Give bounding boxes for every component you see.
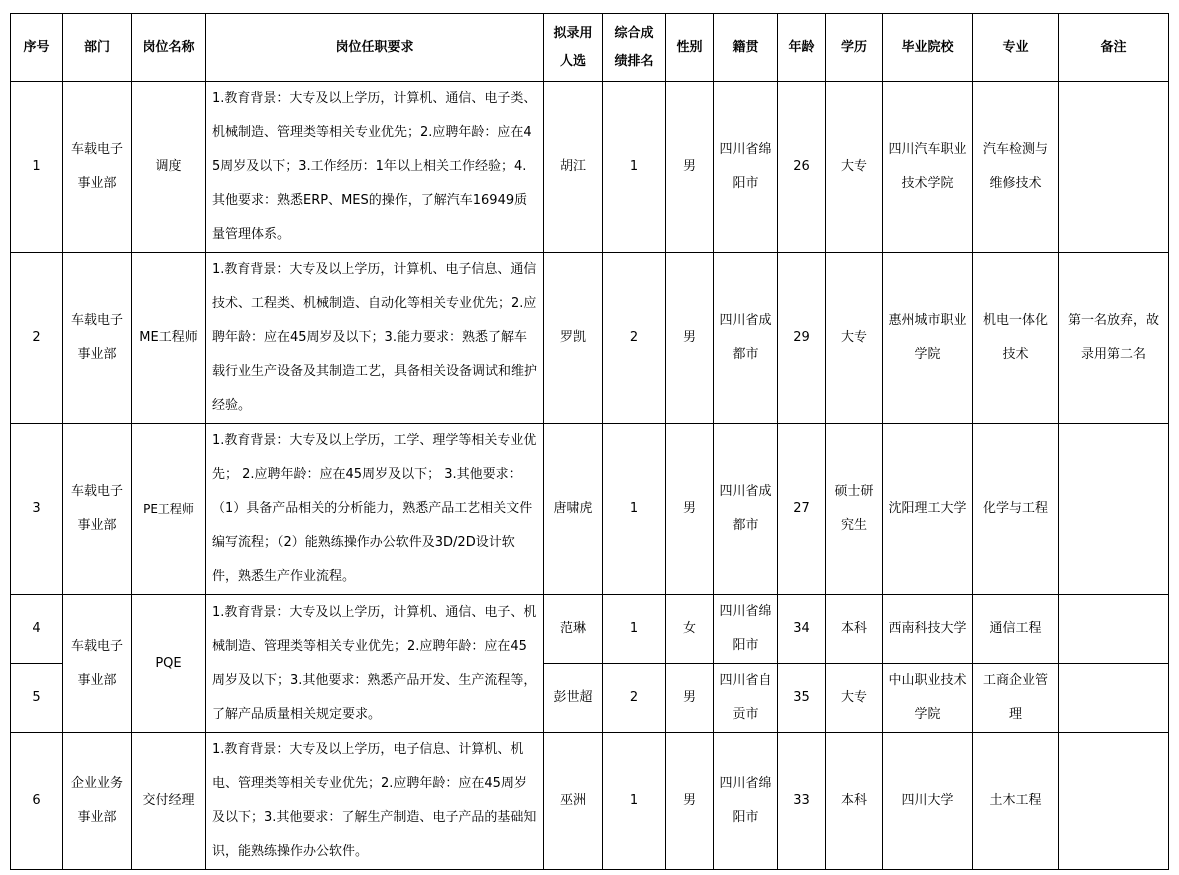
cell-gender: 男 (666, 424, 714, 595)
cell-candidate: 罗凯 (544, 253, 603, 424)
cell-seq: 5 (11, 664, 63, 733)
cell-education: 大专 (826, 664, 883, 733)
cell-candidate: 巫洲 (544, 733, 603, 870)
header-remarks: 备注 (1059, 14, 1169, 82)
cell-candidate: 唐啸虎 (544, 424, 603, 595)
header-education: 学历 (826, 14, 883, 82)
cell-requirements: 1.教育背景：大专及以上学历，电子信息、计算机、机电、管理类等相关专业优先；2.应聘年龄：应在45周岁及以下；3.其他要求：了解生产制造、电子产品的基础知识，能熟练操作办公软件。 (206, 733, 544, 870)
cell-school: 惠州城市职业学院 (883, 253, 973, 424)
cell-age: 29 (778, 253, 826, 424)
cell-rank: 1 (603, 595, 666, 664)
cell-age: 33 (778, 733, 826, 870)
cell-education: 本科 (826, 595, 883, 664)
header-dept: 部门 (63, 14, 132, 82)
cell-remarks (1059, 595, 1169, 664)
cell-age: 35 (778, 664, 826, 733)
cell-rank: 2 (603, 664, 666, 733)
cell-requirements: 1.教育背景：大专及以上学历，计算机、通信、电子、机械制造、管理类等相关专业优先；2.应聘年龄：应在45周岁及以下；3.其他要求：熟悉产品开发、生产流程等，了解产品质量相关规定要求。 (206, 595, 544, 733)
cell-school: 西南科技大学 (883, 595, 973, 664)
header-origin: 籍贯 (714, 14, 778, 82)
header-candidate (544, 14, 603, 82)
table-row (11, 424, 1169, 595)
header-rank-line2: 绩排名 (614, 53, 654, 69)
cell-position: PE工程师 (132, 424, 206, 595)
header-gender: 性别 (666, 14, 714, 82)
cell-remarks (1059, 664, 1169, 733)
cell-major: 化学与工程 (973, 424, 1059, 595)
cell-rank: 1 (603, 82, 666, 253)
cell-requirements: 1.教育背景：大专及以上学历，工学、理学等相关专业优先； 2.应聘年龄：应在45周岁及以下； 3.其他要求：（1）具备产品相关的分析能力，熟悉产品工艺相关文件编写流程；（2）能熟练操作办公软件及3D/2D设计软件，熟悉生产作业流程。 (206, 424, 544, 595)
cell-seq: 6 (11, 733, 63, 870)
cell-origin: 四川省绵阳市 (714, 733, 778, 870)
cell-origin: 四川省成都市 (714, 424, 778, 595)
header-age: 年龄 (778, 14, 826, 82)
recruitment-table (10, 13, 1169, 870)
header-candidate-line2: 人选 (559, 53, 586, 69)
cell-age: 26 (778, 82, 826, 253)
cell-school: 沈阳理工大学 (883, 424, 973, 595)
cell-dept: 企业业务事业部 (63, 733, 132, 870)
cell-education: 大专 (826, 82, 883, 253)
header-major: 专业 (973, 14, 1059, 82)
header-candidate-line1: 拟录用 (553, 25, 593, 41)
cell-major: 通信工程 (973, 595, 1059, 664)
cell-rank: 1 (603, 424, 666, 595)
cell-rank: 2 (603, 253, 666, 424)
cell-gender: 男 (666, 253, 714, 424)
cell-major: 汽车检测与维修技术 (973, 82, 1059, 253)
cell-education: 硕士研究生 (826, 424, 883, 595)
cell-position: 交付经理 (132, 733, 206, 870)
table-row (11, 595, 1169, 664)
cell-candidate: 彭世超 (544, 664, 603, 733)
cell-dept: 车载电子事业部 (63, 595, 132, 733)
table-row (11, 733, 1169, 870)
cell-age: 27 (778, 424, 826, 595)
cell-age: 34 (778, 595, 826, 664)
header-rank-line1: 综合成 (614, 25, 654, 41)
cell-school: 中山职业技术学院 (883, 664, 973, 733)
cell-dept: 车载电子事业部 (63, 424, 132, 595)
table-row (11, 253, 1169, 424)
cell-gender: 女 (666, 595, 714, 664)
cell-position: PQE (132, 595, 206, 733)
cell-origin: 四川省绵阳市 (714, 595, 778, 664)
header-position: 岗位名称 (132, 14, 206, 82)
cell-dept: 车载电子事业部 (63, 253, 132, 424)
cell-rank: 1 (603, 733, 666, 870)
cell-remarks (1059, 733, 1169, 870)
cell-major: 机电一体化技术 (973, 253, 1059, 424)
header-rank (603, 14, 666, 82)
cell-gender: 男 (666, 664, 714, 733)
header-seq: 序号 (11, 14, 63, 82)
cell-seq: 2 (11, 253, 63, 424)
cell-major: 工商企业管理 (973, 664, 1059, 733)
cell-position: 调度 (132, 82, 206, 253)
header-requirements: 岗位任职要求 (206, 14, 544, 82)
cell-education: 本科 (826, 733, 883, 870)
table-row (11, 82, 1169, 253)
cell-position: ME工程师 (132, 253, 206, 424)
cell-origin: 四川省自贡市 (714, 664, 778, 733)
cell-requirements: 1.教育背景：大专及以上学历，计算机、电子信息、通信技术、工程类、机械制造、自动化等相关专业优先；2.应聘年龄：应在45周岁及以下；3.能力要求：熟悉了解车载行业生产设备及其制造工艺，具备相关设备调试和维护经验。 (206, 253, 544, 424)
cell-seq: 4 (11, 595, 63, 664)
cell-seq: 1 (11, 82, 63, 253)
cell-origin: 四川省成都市 (714, 253, 778, 424)
header-school: 毕业院校 (883, 14, 973, 82)
cell-education: 大专 (826, 253, 883, 424)
cell-school: 四川大学 (883, 733, 973, 870)
cell-seq: 3 (11, 424, 63, 595)
cell-candidate: 范琳 (544, 595, 603, 664)
cell-remarks: 第一名放弃，故录用第二名 (1059, 253, 1169, 424)
cell-requirements: 1.教育背景：大专及以上学历，计算机、通信、电子类、机械制造、管理类等相关专业优先；2.应聘年龄：应在45周岁及以下；3.工作经历：1年以上相关工作经验；4.其他要求：熟悉ERP、MES的操作，了解汽车16949质量管理体系。 (206, 82, 544, 253)
cell-origin: 四川省绵阳市 (714, 82, 778, 253)
cell-remarks (1059, 82, 1169, 253)
cell-gender: 男 (666, 733, 714, 870)
cell-major: 土木工程 (973, 733, 1059, 870)
cell-gender: 男 (666, 82, 714, 253)
cell-school: 四川汽车职业技术学院 (883, 82, 973, 253)
cell-dept: 车载电子事业部 (63, 82, 132, 253)
cell-remarks (1059, 424, 1169, 595)
cell-candidate: 胡江 (544, 82, 603, 253)
header-row (11, 14, 1169, 82)
